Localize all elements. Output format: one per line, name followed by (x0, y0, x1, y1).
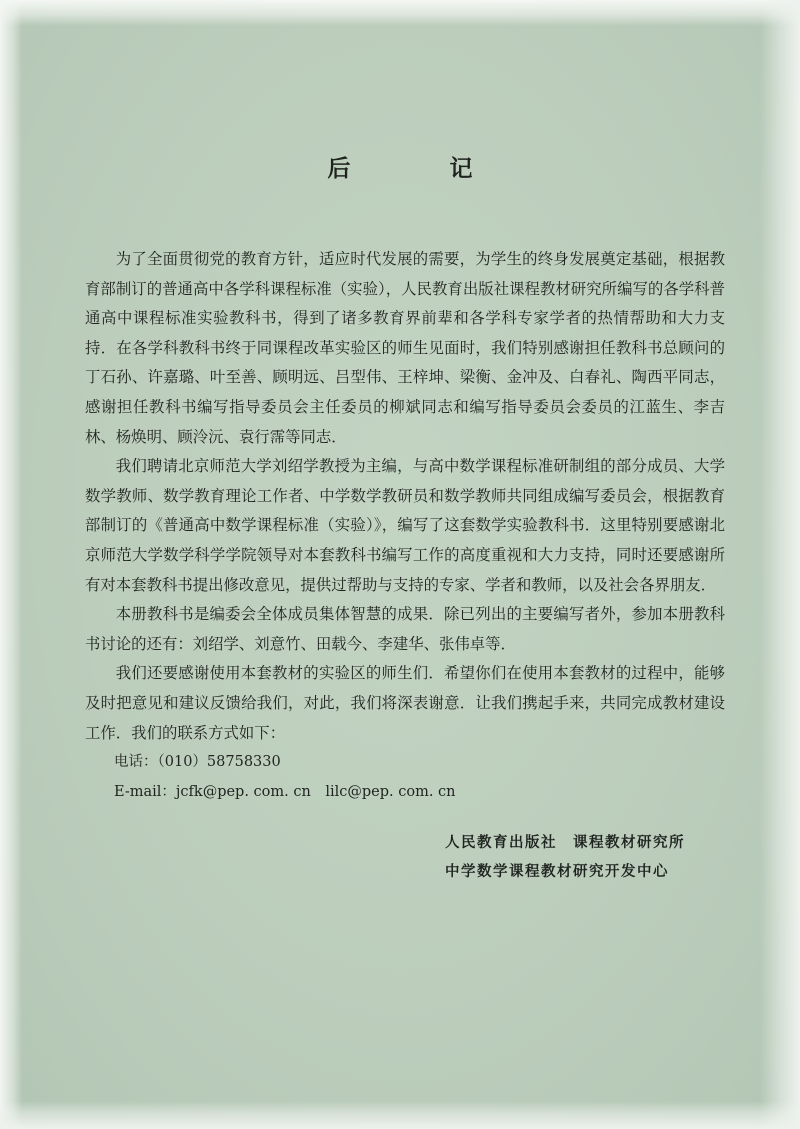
contact-email: E-mail：jcfk@pep. com. cn lilc@pep. com. cn (114, 783, 456, 800)
signature-publisher: 人民教育出版社 课程教材研究所 (445, 835, 685, 851)
page-edge-top (0, 0, 800, 26)
body-text (85, 245, 725, 807)
paragraph-editors: 我们聘请北京师范大学刘绍学教授为主编，与高中数学课程标准研制组的部分成员、大学数学教师、数学教育理论工作者、中学数学教研员和数学教师共同组成编写委员会，根据教育部制订的《普通高中数学课程标准（实验）》，编写了这套数学实验教科书．这里特别要感谢北京师范大学数学科学学院领导对本套教科书编写工作的高度重视和大力支持，同时还要感谢所有对本套教科书提出修改意见，提供过帮助与支持的专家、学者和教师，以及社会各界朋友． (85, 457, 725, 594)
paragraph-contributors: 本册教科书是编委会全体成员集体智慧的成果．除已列出的主要编写者外，参加本册教科书讨论的还有：刘绍学、刘意竹、田载今、李建华、张伟卓等． (85, 605, 725, 653)
paragraph-acknowledgement: 为了全面贯彻党的教育方针，适应时代发展的需要，为学生的终身发展奠定基础，根据教育部制订的普通高中各学科课程标准（实验），人民教育出版社课程教材研究所编写的各学科普通高中课程标准实验教科书，得到了诸多教育界前辈和各学科专家学者的热情帮助和大力支持．在各学科教科书终于同课程改革实验区的师生见面时，我们特别感谢担任教科书总顾问的丁石孙、许嘉璐、叶至善、顾明远、吕型伟、王梓坤、梁衡、金冲及、白春礼、陶西平同志，感谢担任教科书编写指导委员会主任委员的柳斌同志和编写指导委员会委员的江蓝生、李吉林、杨焕明、顾泠沅、袁行霈等同志． (85, 250, 725, 446)
page-title: 后 记 (327, 156, 511, 182)
page-edge-bottom (0, 1101, 800, 1129)
signature-block (445, 829, 685, 887)
paragraph-feedback: 我们还要感谢使用本套教材的实验区的师生们．希望你们在使用本套教材的过程中，能够及时把意见和建议反馈给我们，对此，我们将深表谢意．让我们携起手来，共同完成教材建设工作．我们的联系方式如下： (85, 664, 725, 742)
signature-center: 中学数学课程教材研究开发中心 (445, 864, 669, 880)
contact-phone: 电话：（010）58758330 (114, 754, 281, 771)
